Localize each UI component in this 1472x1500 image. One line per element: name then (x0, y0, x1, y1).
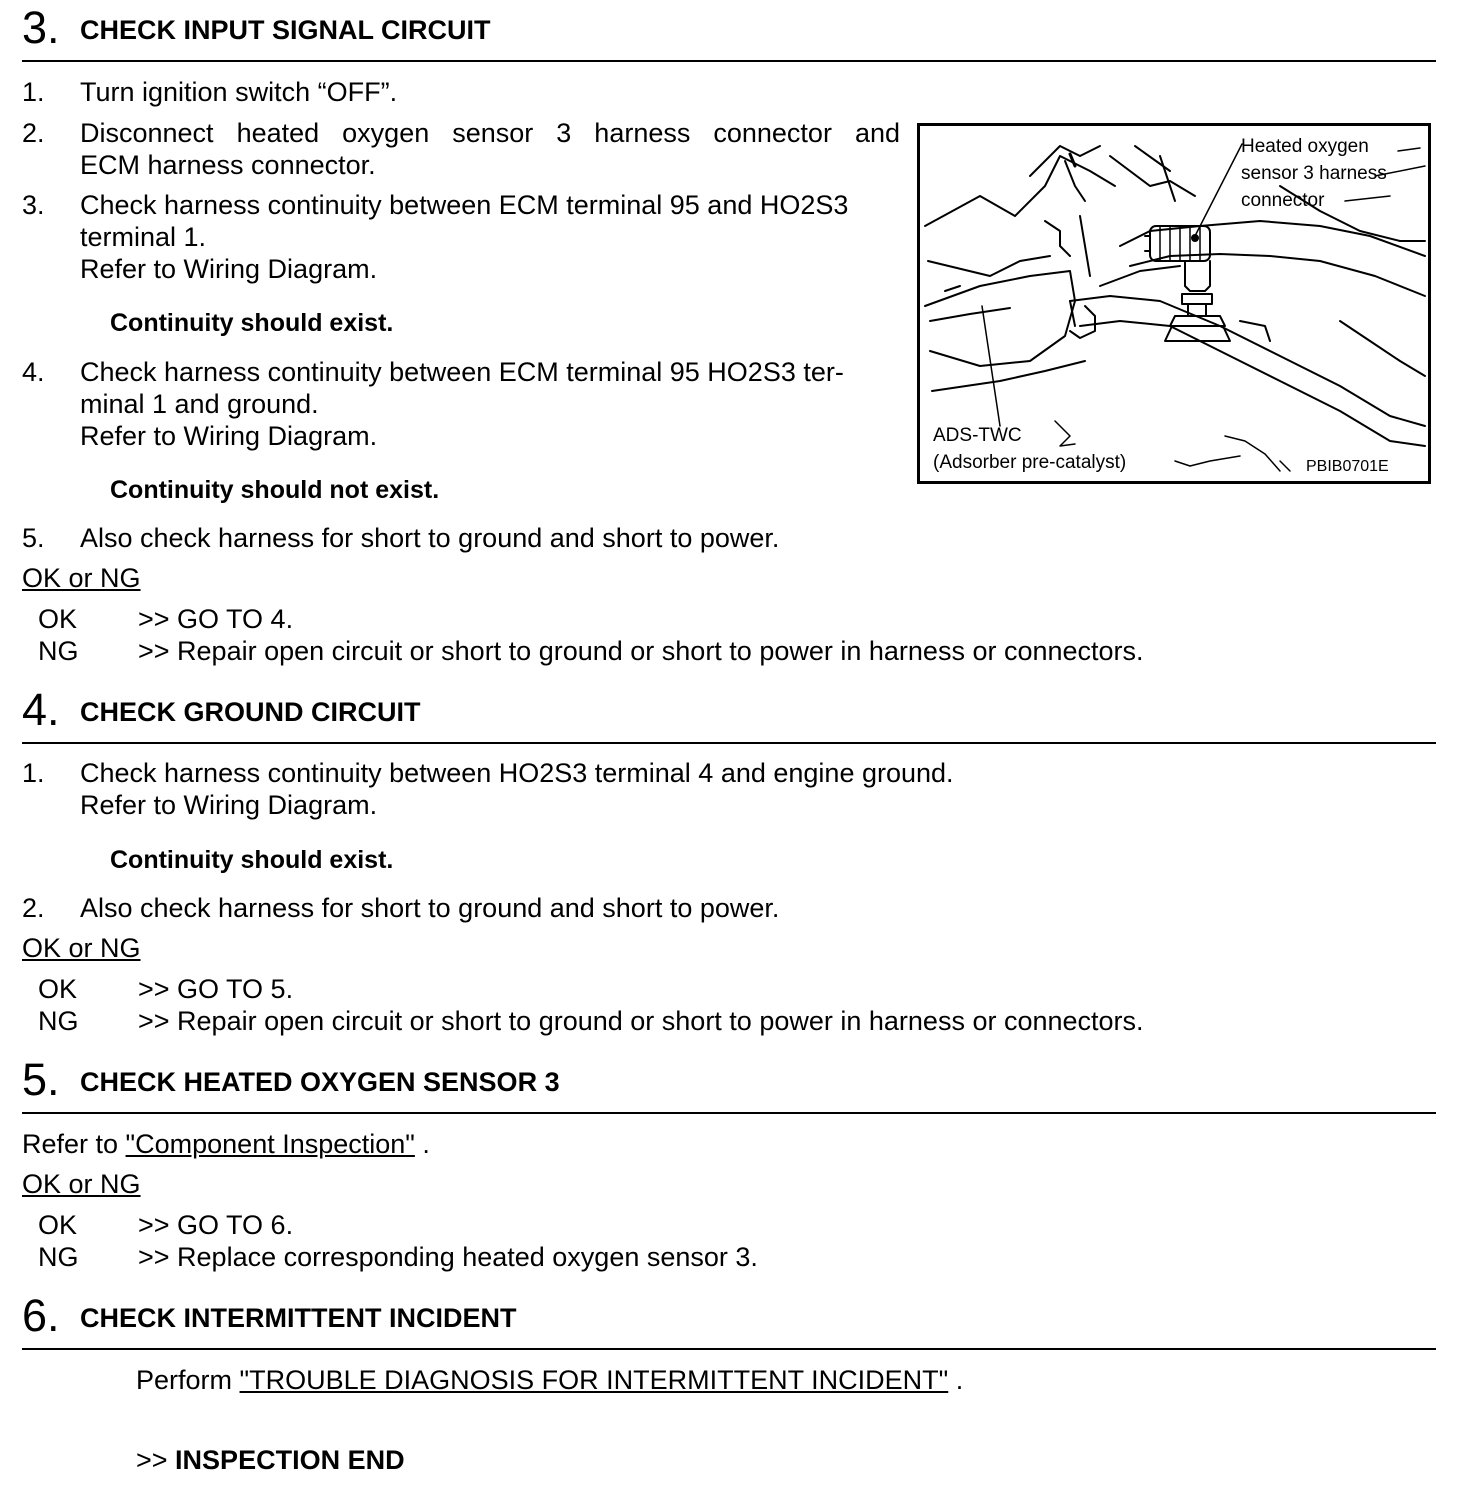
step-4-item-1-line-1: Check harness continuity between HO2S3 terminal 4 and engine ground. (80, 758, 954, 788)
step-3-item-3-line-2: terminal 1. (80, 222, 207, 252)
figure-code: PBIB0701E (1306, 458, 1389, 475)
step-3-item-2-number: 2. (22, 118, 45, 148)
step-4-item-2-text: Also check harness for short to ground and short to power. (80, 893, 780, 923)
inspection-end-line (136, 1444, 405, 1476)
step-3-item-1-number: 1. (22, 77, 45, 107)
step-4-item-2-number: 2. (22, 893, 45, 923)
step-4-ok-label: OK (38, 974, 78, 1004)
step-3-divider (22, 60, 1436, 62)
connector-callout-line-1: Heated oxygen (1241, 136, 1369, 157)
step-4-ng-label: NG (38, 1006, 79, 1036)
step-3-title: CHECK INPUT SIGNAL CIRCUIT (80, 15, 491, 45)
step-3-ok-ng-label: OK or NG (22, 563, 141, 593)
step-5-ok-label: OK (38, 1210, 78, 1240)
step-6-title: CHECK INTERMITTENT INCIDENT (80, 1303, 517, 1333)
step-3-ng-action: >> Repair open circuit or short to ground or short to power in harness or connectors. (138, 636, 1144, 666)
step-5-divider (22, 1112, 1436, 1114)
step-3-item-5-text: Also check harness for short to ground and short to power. (80, 523, 780, 553)
step-3-item-3-line-3: Refer to Wiring Diagram. (80, 254, 378, 284)
step-3-item-2-line-1: Disconnect heated oxygen sensor 3 harness connector and (80, 118, 900, 148)
step-3-ok-label: OK (38, 604, 78, 634)
step-4-item-1-line-2: Refer to Wiring Diagram. (80, 790, 378, 820)
step-3-item-4-number: 4. (22, 357, 45, 387)
step-5-ok-action: >> GO TO 6. (138, 1210, 294, 1240)
step-5-title: CHECK HEATED OXYGEN SENSOR 3 (80, 1067, 560, 1097)
step-6-number: 6. (22, 1290, 60, 1341)
step-3-ng-label: NG (38, 636, 79, 666)
step-4-note-continuity-exist: Continuity should exist. (110, 846, 394, 874)
inspection-end-label: INSPECTION END (175, 1445, 405, 1475)
step-6-perform-suffix: . (948, 1365, 964, 1395)
step-3-item-1-text: Turn ignition switch “OFF”. (80, 77, 398, 107)
step-4-ok-ng-label: OK or NG (22, 933, 141, 963)
step-6-perform-line (136, 1364, 963, 1396)
step-5-ok-ng-label: OK or NG (22, 1169, 141, 1199)
step-4-number: 4. (22, 684, 60, 735)
catalyst-callout-line-2: (Adsorber pre-catalyst) (933, 452, 1127, 473)
connector-callout-line-2: sensor 3 harness (1241, 163, 1387, 184)
step-5-ng-action: >> Replace corresponding heated oxygen sensor 3. (138, 1242, 758, 1272)
step-6-divider (22, 1348, 1436, 1350)
sensor-location-illustration (917, 123, 1431, 484)
step-5-refer-prefix: Refer to (22, 1129, 126, 1159)
step-4-divider (22, 742, 1436, 744)
inspection-end-prefix: >> (136, 1445, 176, 1475)
step-4-item-1-number: 1. (22, 758, 45, 788)
step-3-item-4-line-2: minal 1 and ground. (80, 389, 319, 419)
step-4-ok-action: >> GO TO 5. (138, 974, 294, 1004)
connector-callout-line-3: connector (1241, 190, 1325, 211)
step-5-refer-suffix: . (414, 1129, 430, 1159)
step-5-refer-line (22, 1128, 430, 1160)
step-3-note-continuity-not-exist: Continuity should not exist. (110, 476, 440, 504)
step-3-item-3-number: 3. (22, 190, 45, 220)
component-inspection-link[interactable]: "Component Inspection" (125, 1129, 415, 1159)
step-3-ok-action: >> GO TO 4. (138, 604, 294, 634)
catalyst-callout-line-1: ADS-TWC (933, 425, 1022, 446)
step-3-item-4-line-3: Refer to Wiring Diagram. (80, 421, 378, 451)
step-5-number: 5. (22, 1054, 60, 1105)
intermittent-incident-link[interactable]: "TROUBLE DIAGNOSIS FOR INTERMITTENT INCIDENT" (239, 1365, 949, 1395)
step-3-note-continuity-exist: Continuity should exist. (110, 309, 394, 337)
step-3-item-2-line-2: ECM harness connector. (80, 150, 376, 180)
step-3-number: 3. (22, 2, 60, 53)
step-6-perform-prefix: Perform (136, 1365, 240, 1395)
step-4-title: CHECK GROUND CIRCUIT (80, 697, 421, 727)
step-4-ng-action: >> Repair open circuit or short to ground or short to power in harness or connectors. (138, 1006, 1144, 1036)
step-3-item-3-line-1: Check harness continuity between ECM terminal 95 and HO2S3 (80, 190, 849, 220)
step-3-item-4-line-1: Check harness continuity between ECM terminal 95 HO2S3 ter- (80, 357, 844, 387)
step-3-item-5-number: 5. (22, 523, 45, 553)
step-5-ng-label: NG (38, 1242, 79, 1272)
